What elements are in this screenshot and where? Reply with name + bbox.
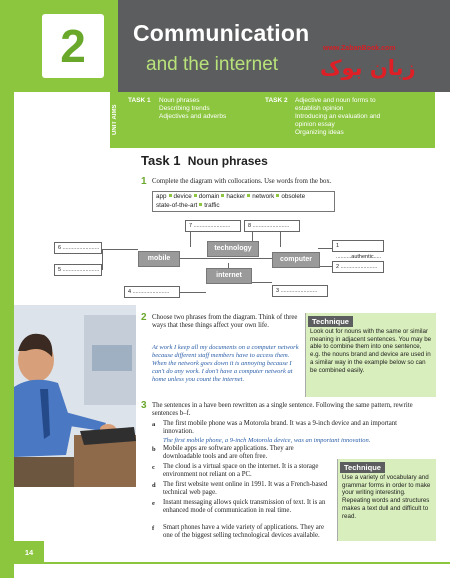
diagram-blank-3[interactable]: 3 ........................ [272, 285, 328, 297]
technique-text-1: Look out for nouns with the same or similar meaning in adjacent sentences. You may be able to combine them into one sentence, e.g. the nouns brand and device are used in a similar way in the example below so can be combined easily. [310, 328, 432, 374]
exercise3-item-b: Mobile apps are software applications. They are downloadable tools and are often free. [163, 445, 294, 461]
diagram-blank-1[interactable]: 1 ..........authentic..... [332, 240, 384, 252]
exercise3-item-e: Instant messaging allows quick transmission of text. It is an enhanced mode of communication in real time. [163, 499, 326, 515]
technique-text-2: Use a variety of vocabulary and grammar forms in order to make your writing interesting. Repeating words and structures makes a text dull and difficult to read. [342, 474, 431, 520]
word: traffic [204, 201, 220, 209]
word: app [156, 193, 167, 200]
photo-man-at-computer [14, 305, 136, 487]
word: hacker [226, 193, 246, 200]
exercise3-answer-a: The first mobile phone, a 9-inch Motorola device, was an important innovation. [163, 437, 371, 444]
item-letter: f [152, 525, 155, 532]
unit-aims-label: UNIT AIMS [112, 104, 118, 136]
technique-title-2: Technique [340, 462, 385, 473]
section-title [141, 153, 268, 168]
word: obsolete [281, 193, 306, 200]
task2-item: Organizing ideas [295, 129, 344, 136]
exercise1-number: 1 [141, 176, 147, 187]
exercise1-instruction: Complete the diagram with collocations. Use words from the box. [152, 178, 332, 185]
diagram-blank-7[interactable]: 7 ........................ [185, 220, 241, 232]
diagram-blank-4[interactable]: 4 ........................ [124, 286, 180, 298]
unit-number: 2 [42, 14, 104, 78]
word: device [173, 193, 192, 200]
diagram-connector [102, 249, 103, 270]
task1-item: Describing trends [159, 105, 210, 112]
diagram-connector [318, 266, 332, 267]
exercise3-number: 3 [141, 400, 147, 411]
task2-item: Introducing an evaluation and [295, 113, 381, 120]
technique-title-1: Technique [308, 316, 353, 327]
word: state-of-the-art [156, 201, 198, 209]
exercise2-example: At work I keep all my documents on a computer network because different staff members have to access them. When the network goes down it is annoying because I can't do any work. I don't have a computer network at home unless you count the internet. [152, 344, 299, 383]
task2-item: establish opinion [295, 105, 344, 112]
word: domain [198, 193, 220, 200]
diagram-connector [318, 248, 332, 249]
node-computer: computer [272, 252, 320, 268]
item-letter: a [152, 421, 156, 428]
item-letter: c [152, 464, 155, 471]
exercise3-item-d: The first website went online in 1991. It was a French-based technical web page. [163, 481, 328, 497]
diagram-blank-6[interactable]: 6 ........................ [54, 242, 102, 254]
exercise3-instruction: The sentences in a have been rewritten as a single sentence. Following the same pattern, rewrite sentences b–f. [152, 402, 413, 418]
diagram-blank-8[interactable]: 8 ........................ [244, 220, 300, 232]
exercise2-number: 2 [141, 312, 147, 323]
word: network [252, 193, 275, 200]
photo-illustration [14, 305, 136, 487]
unit-title-line2: and the internet [146, 54, 279, 75]
task-label: Task 1 [141, 153, 181, 168]
exercise3-item-f: Smart phones have a wide variety of applications. They are one of the biggest selling technological devices available. [163, 524, 325, 540]
diagram-connector [180, 292, 206, 293]
node-technology: technology [207, 241, 259, 257]
task2-item: Adjective and noun forms to [295, 97, 376, 104]
node-internet: internet [206, 268, 252, 284]
word-box [152, 191, 335, 212]
page-number: 14 [14, 541, 44, 564]
footer-rule [44, 562, 450, 564]
node-mobile: mobile [138, 251, 180, 267]
task2-label: TASK 2 [265, 97, 288, 104]
exercise3-item-a: The first mobile phone was a Motorola brand. It was a 9-inch device and an important innovation. [163, 420, 398, 436]
diagram-blank-2[interactable]: 2 ........................ [332, 261, 384, 273]
diagram-connector [280, 231, 281, 247]
task1-label: TASK 1 [128, 97, 151, 104]
item-letter: b [152, 446, 156, 453]
item-letter: e [152, 500, 155, 507]
task1-list [159, 97, 226, 121]
diagram-connector [102, 249, 138, 250]
task2-list [295, 97, 380, 137]
task-title: Noun phrases [187, 154, 268, 168]
left-green-band [0, 0, 14, 578]
watermark-logo: زبان بوک [320, 56, 416, 80]
unit-title-line1: Communication [133, 20, 310, 46]
diagram-blank-5[interactable]: 5 ........................ [54, 264, 102, 276]
task1-item: Noun phrases [159, 97, 200, 104]
exercise3-item-c: The cloud is a virtual space on the internet. It is a storage environment not reliant on a PC. [163, 463, 319, 479]
item-letter: d [152, 482, 156, 489]
exercise2-instruction: Choose two phrases from the diagram. Think of three ways that these things affect your own life. [152, 314, 298, 330]
task2-item: opinion essay [295, 121, 335, 128]
diagram-connector [250, 282, 272, 283]
watermark-url: www.ZabanBook.com [323, 45, 396, 52]
task1-item: Adjectives and adverbs [159, 113, 227, 120]
